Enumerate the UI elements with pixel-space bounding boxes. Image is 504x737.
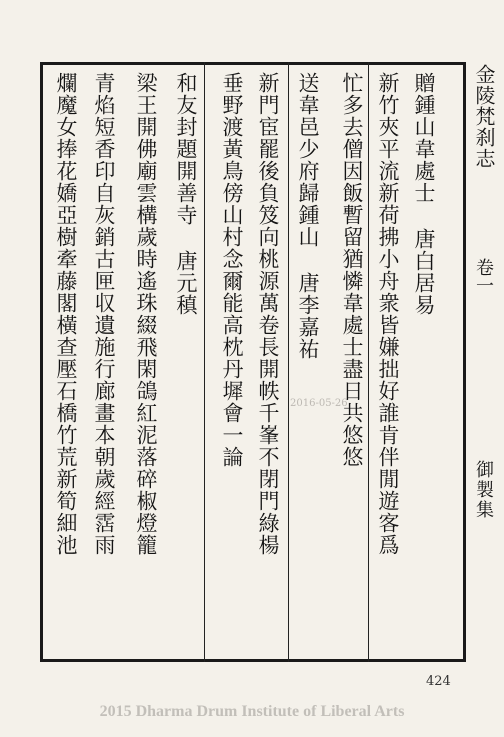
column-rule — [368, 62, 369, 662]
date-stamp: 2016-05-26 — [290, 398, 348, 409]
text-column-2: 新竹夾平流新荷拂小舟衆皆嫌拙好誰肯伴閒遊客爲 — [376, 72, 400, 556]
text-column-10: 爛魔女捧花嬌亞樹牽藤閣橫查壓石橋竹荒新筍細池 — [54, 72, 78, 556]
text-column-6: 垂野渡黃鳥傍山村念爾能高枕丹墀會一論 — [220, 72, 244, 468]
text-column-1: 贈鍾山韋處士唐白居易 — [412, 72, 436, 316]
page-number: 424 — [426, 674, 451, 689]
text-column-9: 青焰短香印自灰銷古匣収遺施行廊畫本朝歲經霑雨 — [92, 72, 116, 556]
header-chapter: 御製集 — [473, 460, 494, 520]
text-column-7: 和友封題開善寺唐元稹 — [174, 72, 198, 316]
text-column-3: 忙多去僧因飯暫留猶憐韋處士盡日共悠悠 — [340, 72, 364, 468]
column-rule — [204, 62, 205, 662]
text-column-5: 新門宦罷後負笈向桃源萬卷長開帙千峯不閉門綠楊 — [256, 72, 280, 556]
header-volume: 卷一 — [473, 258, 494, 294]
column-rule — [288, 62, 289, 662]
header-title: 金陵梵刹志 — [472, 64, 496, 169]
text-column-4: 送韋邑少府歸鍾山唐李嘉祐 — [296, 72, 320, 360]
text-column-8: 梁王開佛廟雲構歲時遙珠綴飛閑鴿紅泥落碎椒燈籠 — [134, 72, 158, 556]
watermark: 2015 Dharma Drum Institute of Liberal Arts — [99, 703, 405, 720]
